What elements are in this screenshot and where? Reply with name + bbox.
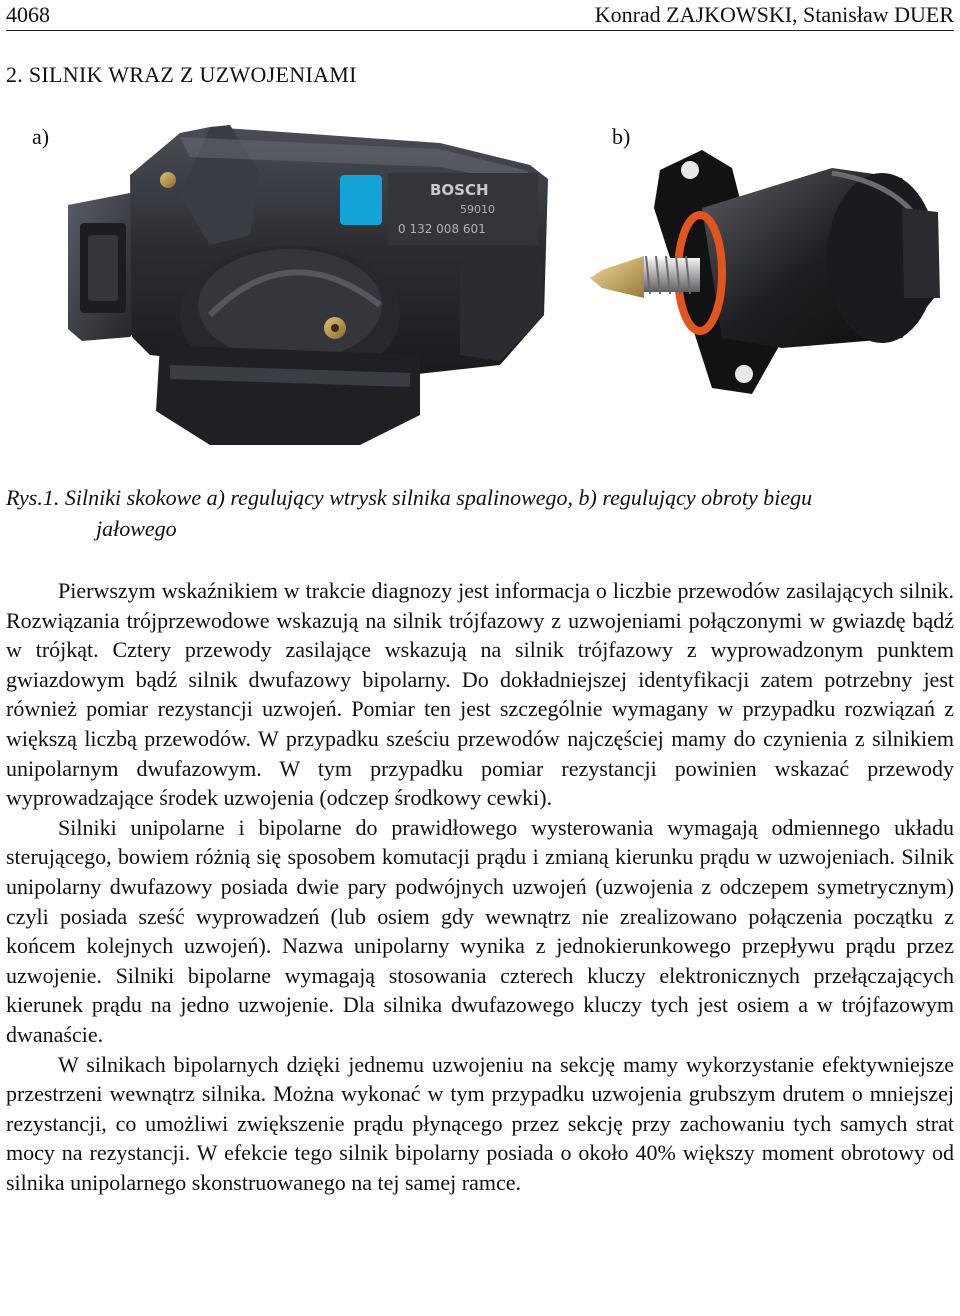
paragraph-2: Silniki unipolarne i bipolarne do prawidłowego wysterowania wymagają odmiennego układu sterującego, bowiem różnią się sposobem komutacji prądu i zmianą kierunku prądu w uzwojeniach. Silnik unipolarny dwufazowy posiada dwie pary podwójnych uzwojeń (uzwojenia z odczepem symetrycznym) czyli posiada sześć wyprowadzeń (lub osiem gdy wewnątrz nie zrealizowano połączenia początku z końcem kolejnych uzwojeń). Nazwa unipolarny wynika z jednokierunkowego przepływu prądu przez uzwojenie. Silniki bipolarne wymagają stosowania czterech kluczy elektronicznych przełączających kierunek prądu na jedno uzwojenie. Dla silnika dwufazowego kluczy tych jest osiem a w trójfazowym dwanaście. [6,814,954,1047]
paragraph-3: W silnikach bipolarnych dzięki jednemu uzwojeniu na sekcję mamy wykorzystanie efektywniejsze przestrzeni wewnątrz silnika. Można wykonać w tym przypadku uzwojenia grubszym drutem o mniejszej rezystancji, co umożliwi zwiększenie prądu płynącego przez sekcję przy zachowaniu tych samych strat mocy na rezystancji. W efekcie tego silnik bipolarny posiada o około 40% większy moment obrotowy od silnika unipolarnego skonstruowanego na tej samej ramce. [6,1051,954,1195]
section-title: 2. SILNIK WRAZ Z UZWOJENIAMI [6,62,357,87]
caption-line-1: Rys.1. Silniki skokowe a) regulujący wtrysk silnika spalinowego, b) regulujący obroty biegu [6,485,813,510]
figure-label-a: a) [32,124,50,149]
paragraph-1: Pierwszym wskaźnikiem w trakcie diagnozy jest informacja o liczbie przewodów zasilających silnik. Rozwiązania trójprzewodowe wskazują na silnik trójfazowy z uzwojeniami połączonymi w gwiazdę bądź w trójkąt. Cztery przewody zasilające wskazują na silnik trójfazowy z wyprowadzonym punktem gwiazdowym bądź silnik dwufazowy bipolarny. Do dokładniejszej identyfikacji zatem potrzebny jest również pomiar rezystancji uzwojeń. Pomiar ten jest szczególnie wymagany w przypadku rozwiązań z większą liczbą przewodów. W przypadku sześciu przewodów najczęściej mamy do czynienia z silnikiem unipolarnym dwufazowym. W tym przypadku pomiar rezystancji powinien wskazać przewody wyprowadzające środek uzwojenia (odczep środkowy cewki). [6,578,954,811]
photo-idle-speed-stepper-motor [582,148,942,403]
photo-injection-stepper-motor [60,115,568,455]
running-head-authors: Konrad ZAJKOWSKI, Stanisław DUER [594,2,954,27]
photo-a-code-text-2: 0 132 008 601 [398,222,486,236]
caption-line-2: jałowego [96,516,177,541]
figure-label-b: b) [612,124,631,149]
photo-a-code-text-1: 59010 [460,203,495,216]
photo-a-brand-text: BOSCH [430,181,489,199]
figure-caption [6,482,954,544]
page-number: 4068 [6,2,50,27]
body-text [6,576,954,1197]
page-header [6,0,954,31]
